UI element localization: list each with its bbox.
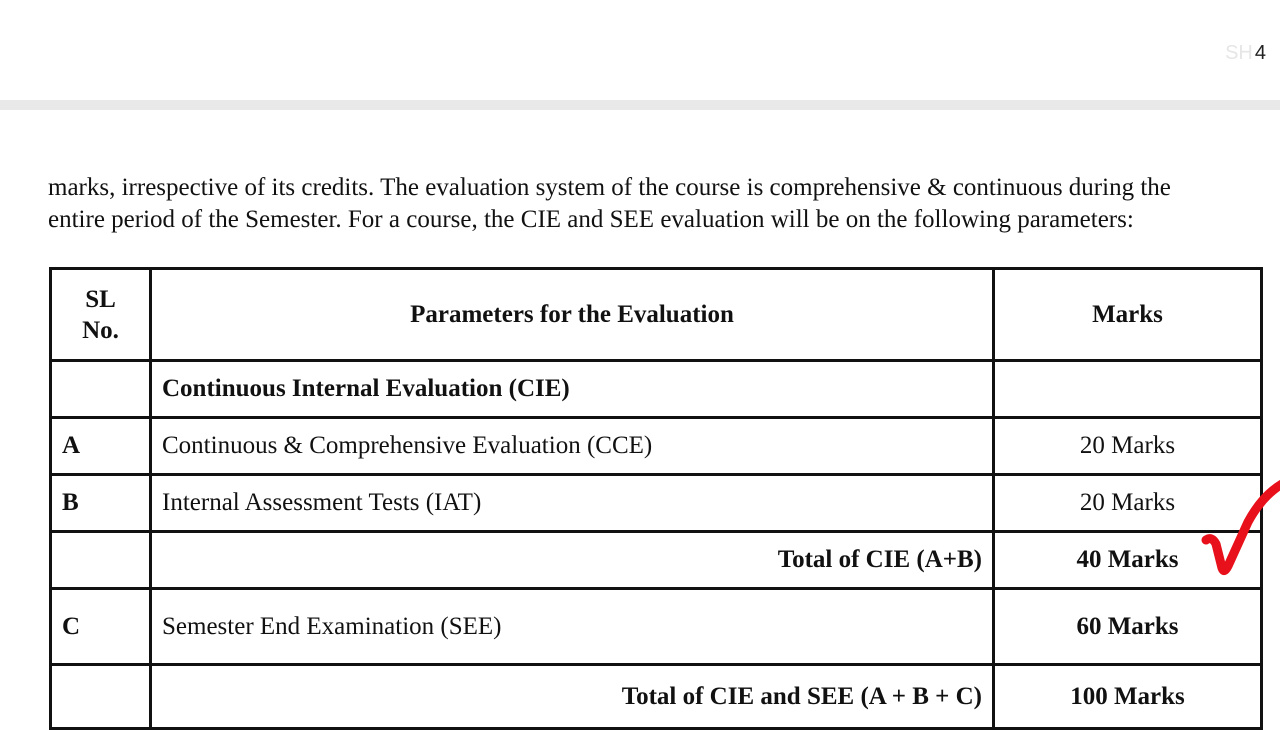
table-row: [51, 532, 1262, 589]
row-parameter: Internal Assessment Tests (IAT): [151, 475, 994, 532]
row-parameter: Total of CIE and SEE (A + B + C): [151, 665, 994, 729]
page-number-ghost: SH: [1225, 42, 1253, 64]
row-marks: 60 Marks: [994, 589, 1262, 665]
row-sl: B: [51, 475, 151, 532]
row-sl: [51, 532, 151, 589]
table-header-row: [51, 269, 1262, 361]
header-sl-line-1: SL: [85, 285, 116, 313]
page-divider: [0, 100, 1280, 110]
row-parameter: Semester End Examination (SEE): [151, 589, 994, 665]
header-marks: Marks: [994, 269, 1262, 361]
checkmark-icon: [1196, 470, 1280, 580]
page-number-value: 4: [1254, 42, 1266, 64]
row-parameter: Continuous & Comprehensive Evaluation (CCE): [151, 418, 994, 475]
row-marks: 100 Marks: [994, 665, 1262, 729]
header-sl-line-2: No.: [82, 316, 119, 344]
header-sl-no: [51, 269, 151, 361]
evaluation-table: [49, 267, 1263, 730]
table-row: [51, 475, 1262, 532]
row-sl: [51, 665, 151, 729]
paragraph-line-2: entire period of the Semester. For a course, the CIE and SEE evaluation will be on the following parameters:: [48, 206, 1134, 233]
row-marks: 20 Marks: [994, 418, 1262, 475]
table-row: [51, 589, 1262, 665]
row-marks: 20 Marks: [994, 475, 1262, 532]
paragraph-line-1: marks, irrespective of its credits. The evaluation system of the course is comprehensive & continuous during the: [48, 174, 1171, 201]
row-sl: C: [51, 589, 151, 665]
row-parameter: Total of CIE (A+B): [151, 532, 994, 589]
row-sl: [51, 361, 151, 418]
page-number: [1225, 42, 1266, 65]
table-row: [51, 361, 1262, 418]
row-marks: 40 Marks: [994, 532, 1262, 589]
intro-paragraph: [48, 172, 1280, 236]
table-row: [51, 418, 1262, 475]
header-parameters: Parameters for the Evaluation: [151, 269, 994, 361]
row-parameter: Continuous Internal Evaluation (CIE): [151, 361, 994, 418]
table-row: [51, 665, 1262, 729]
row-sl: A: [51, 418, 151, 475]
row-marks: [994, 361, 1262, 418]
page-header: [0, 0, 1280, 100]
